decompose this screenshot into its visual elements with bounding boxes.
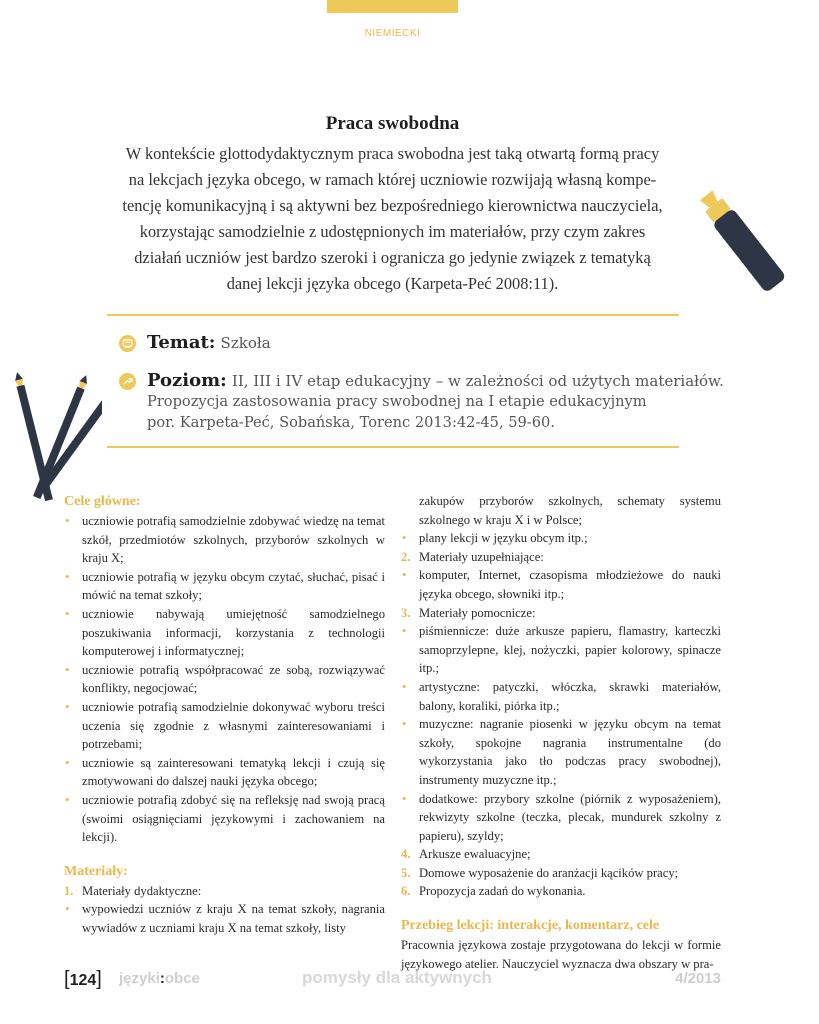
goal-item: • uczniowie potrafią w języku obcym czytać, słuchać, pisać i mówić na temat szkoły; bbox=[64, 568, 385, 605]
material-item: • artystyczne: patyczki, włóczka, skrawki materiałów, balony, koraliki, piórka itp.; bbox=[401, 678, 721, 715]
material-group-5 bbox=[401, 864, 721, 883]
goal-item: • uczniowie potrafią samodzielnie dokonywać wyboru treści uczenia się zgodnie z własnymi zainteresowaniami i potrzebami; bbox=[64, 698, 385, 754]
intro-line: korzystając samodzielnie z udostępnionych im materiałów, przy czym zakres bbox=[139, 222, 646, 241]
section-label: NIEMIECKI bbox=[364, 28, 421, 39]
material-item: • wypowiedzi uczniów z kraju X na temat szkoły, nagrania wywiadów z uczniami kraju X na temat szkoły, listy bbox=[64, 900, 385, 937]
level-note bbox=[147, 391, 724, 433]
materials-list-continued bbox=[401, 492, 721, 901]
material-group-4 bbox=[401, 845, 721, 864]
level-value: II, III i IV etap edukacyjny – w zależności od użytych materiałów. bbox=[231, 372, 724, 390]
footer-tagline: pomysły dla aktywnych bbox=[302, 968, 492, 987]
school-icon bbox=[119, 335, 136, 352]
issue-number: 4/2013 bbox=[675, 970, 721, 987]
magazine-name bbox=[119, 970, 200, 987]
article-intro bbox=[100, 141, 685, 297]
material-label: Materiały uzupełniające: bbox=[419, 549, 544, 564]
magazine-name-part: języki bbox=[119, 970, 160, 987]
list-number: 6. bbox=[401, 884, 411, 899]
list-number: 3. bbox=[401, 605, 411, 620]
right-column bbox=[401, 492, 721, 973]
page-number-value: 124 bbox=[69, 972, 97, 989]
goals-heading: Cele główne: bbox=[64, 494, 141, 509]
material-item: • piśmiennicze: duże arkusze papieru, flamastry, karteczki samoprzylepne, klej, nożyczki, papier kolorowy, spinacze itp.; bbox=[401, 622, 721, 678]
level-note-line: por. Karpeta-Peć, Sobańska, Torenc 2013:42-45, 59-60. bbox=[147, 414, 555, 431]
material-label: Materiały pomocnicze: bbox=[419, 605, 536, 620]
goal-item: • uczniowie nabywają umiejętność samodzielnego poszukiwania informacji, korzystania z technologii komputerowej i informatycznej; bbox=[64, 605, 385, 661]
material-group-1 bbox=[64, 882, 385, 901]
page-number: [124] bbox=[64, 968, 102, 990]
level-label: Poziom: bbox=[147, 370, 227, 391]
material-item: • komputer, Internet, czasopisma młodzieżowe do nauki języka obcego, słowniki itp.; bbox=[401, 566, 721, 603]
article-title: Praca swobodna bbox=[325, 113, 460, 134]
left-column bbox=[64, 492, 385, 937]
magazine-name-part: obce bbox=[164, 970, 200, 987]
material-item: • dodatkowe: przybory szkolne (piórnik z wyposażeniem), rekwizyty szkolne (teczka, plecak, mundurek szkolny z papieru), szyldy; bbox=[401, 790, 721, 846]
intro-line: danej lekcji języka obcego (Karpeta-Peć 2008:11). bbox=[226, 274, 559, 293]
list-number: 5. bbox=[401, 865, 411, 880]
goal-item: • uczniowie są zainteresowani tematyką lekcji i czują się zmotywowani do dalszej nauki języka obcego; bbox=[64, 754, 385, 791]
list-number: 4. bbox=[401, 847, 411, 862]
list-number: 1. bbox=[64, 883, 74, 898]
material-group-2 bbox=[401, 548, 721, 567]
level-arrow-icon bbox=[119, 373, 136, 390]
materials-heading: Materiały: bbox=[64, 863, 128, 879]
material-group-3 bbox=[401, 604, 721, 623]
intro-line: działań uczniów jest bardzo szeroki i ogranicza go jedynie związek z tematyką bbox=[134, 248, 651, 267]
material-item: • plany lekcji w języku obcym itp.; bbox=[401, 529, 721, 548]
level-text bbox=[147, 370, 724, 433]
intro-line: tencję komunikacyjną i są aktywni bez bezpośredniego kierownictwa nauczyciela, bbox=[122, 196, 663, 215]
materials-list-start bbox=[64, 882, 385, 938]
material-label: Materiały dydaktyczne: bbox=[82, 883, 202, 898]
list-number: 2. bbox=[401, 549, 411, 564]
material-label: Domowe wyposażenie do aranżacji kącików pracy; bbox=[419, 865, 679, 880]
material-label: Propozycja zadań do wykonania. bbox=[419, 884, 586, 899]
highlighter-marker-illustration bbox=[690, 180, 800, 315]
intro-line: na lekcjach języka obcego, w ramach której uczniowie rozwijają własną kompe- bbox=[128, 170, 657, 189]
material-item-continued: zakupów przyborów szkolnych, schematy systemu szkolnego w kraju X i w Polsce; bbox=[419, 494, 721, 527]
topic-label: Temat: bbox=[147, 332, 216, 353]
divider-top bbox=[107, 314, 679, 316]
page-footer bbox=[64, 968, 721, 992]
material-label: Arkusze ewaluacyjne; bbox=[419, 847, 531, 862]
goal-item: • uczniowie potrafią zdobyć się na refleksję nad swoją pracą (swoimi osiągnięciami językowymi i zachowaniem na lekcji). bbox=[64, 791, 385, 847]
topic-value: Szkoła bbox=[220, 334, 271, 352]
magazine-name-separator: : bbox=[159, 970, 165, 987]
divider-bottom bbox=[107, 446, 679, 448]
material-item: • muzyczne: nagranie piosenki w języku obcym na temat szkoły, spokojne nagrania instrumentalne (do wykorzystania jako tło podczas pracy swobodnej), instrumenty muzyczne itp.; bbox=[401, 715, 721, 789]
lesson-heading: Przebieg lekcji: interakcje, komentarz, cele bbox=[401, 918, 660, 934]
level-note-line: Propozycja zastosowania pracy swobodnej na I etapie edukacyjnym bbox=[147, 393, 647, 410]
header-tab bbox=[327, 0, 458, 13]
goal-item: • uczniowie potrafią współpracować ze sobą, rozwiązywać konflikty, negocjować; bbox=[64, 661, 385, 698]
goal-item: • uczniowie potrafią samodzielnie zdobywać wiedzę na temat szkół, przedmiotów szkolnych, przyborów szkolnych w kraju X; bbox=[64, 512, 385, 568]
topic-text bbox=[147, 332, 271, 353]
material-group-6 bbox=[401, 882, 721, 901]
intro-line: W kontekście glottodydaktycznym praca swobodna jest taką otwartą formą pracy bbox=[125, 144, 660, 163]
goals-list bbox=[64, 512, 385, 847]
lesson-text: Pracownia językowa zostaje przygotowana do lekcji w formie językowego atelier. Nauczyciel wyznacza dwa obszary w pra- bbox=[401, 938, 721, 971]
